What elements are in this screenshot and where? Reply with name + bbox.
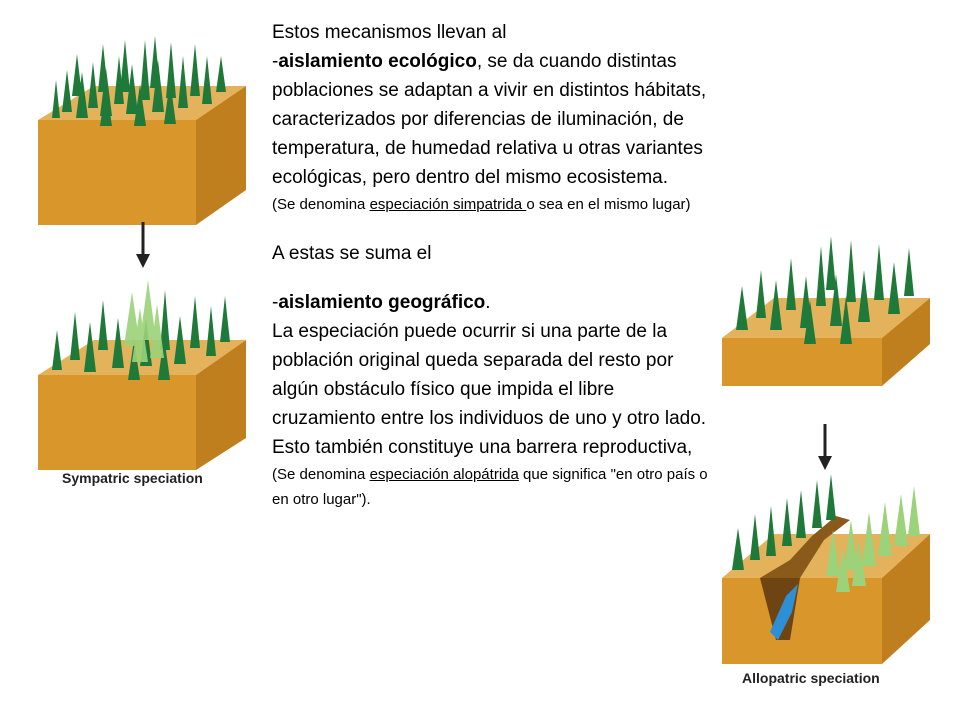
note-allopatric-after: que significa "en otro país o en otro lugar").: [272, 466, 708, 508]
note-sympatric-after: o sea en el mismo lugar): [526, 196, 691, 213]
forest-block-top: [38, 36, 246, 225]
forest-block-top-right: [722, 236, 930, 386]
geographic-heading: [272, 288, 712, 317]
allopatric-diagram: [718, 0, 958, 700]
sympatric-caption: Sympatric speciation: [62, 470, 203, 486]
note-allopatric-before: (Se denomina: [272, 466, 370, 483]
sympatric-link[interactable]: especiación simpatrida: [369, 196, 527, 213]
geographic-period: .: [485, 292, 491, 313]
note-allopatric: [272, 462, 712, 512]
down-arrow-icon: [136, 222, 150, 268]
forest-block-bottom: [38, 280, 246, 470]
transition-line: A estas se suma el: [272, 243, 432, 264]
split-forest-block: [722, 474, 930, 664]
ecological-paragraph: [272, 47, 712, 192]
ecological-text: , se da cuando distintas poblaciones se adaptan a vivir en distintos hábitats, caracterizados por diferencias de iluminación, de temperatura, de humedad relativa u otras variantes ecológicas, pero dentro del mismo ecosistema.: [272, 51, 707, 188]
note-sympatric-before: (Se denomina: [272, 196, 370, 213]
down-arrow-icon-right: [818, 424, 832, 470]
allopatric-link[interactable]: especiación alopátrida: [369, 466, 519, 483]
term-prefix-2: -: [272, 292, 279, 313]
geographic-term: aislamiento geográfico: [278, 292, 486, 313]
note-sympatric: [272, 192, 712, 217]
sympatric-diagram: [0, 0, 260, 480]
intro-line: Estos mecanismos llevan al: [272, 22, 507, 43]
allopatric-caption: Allopatric speciation: [742, 670, 880, 686]
term-prefix: -: [272, 51, 279, 72]
ecological-term: aislamiento ecológico: [278, 51, 477, 72]
slide-text: [272, 18, 712, 512]
geographic-text: La especiación puede ocurrir si una parte de la población original queda separada del resto por algún obstáculo físico que impida el libre cruzamiento entre los individuos de uno y otro lado. Esto también constituye una barrera reproductiva,: [272, 321, 707, 458]
